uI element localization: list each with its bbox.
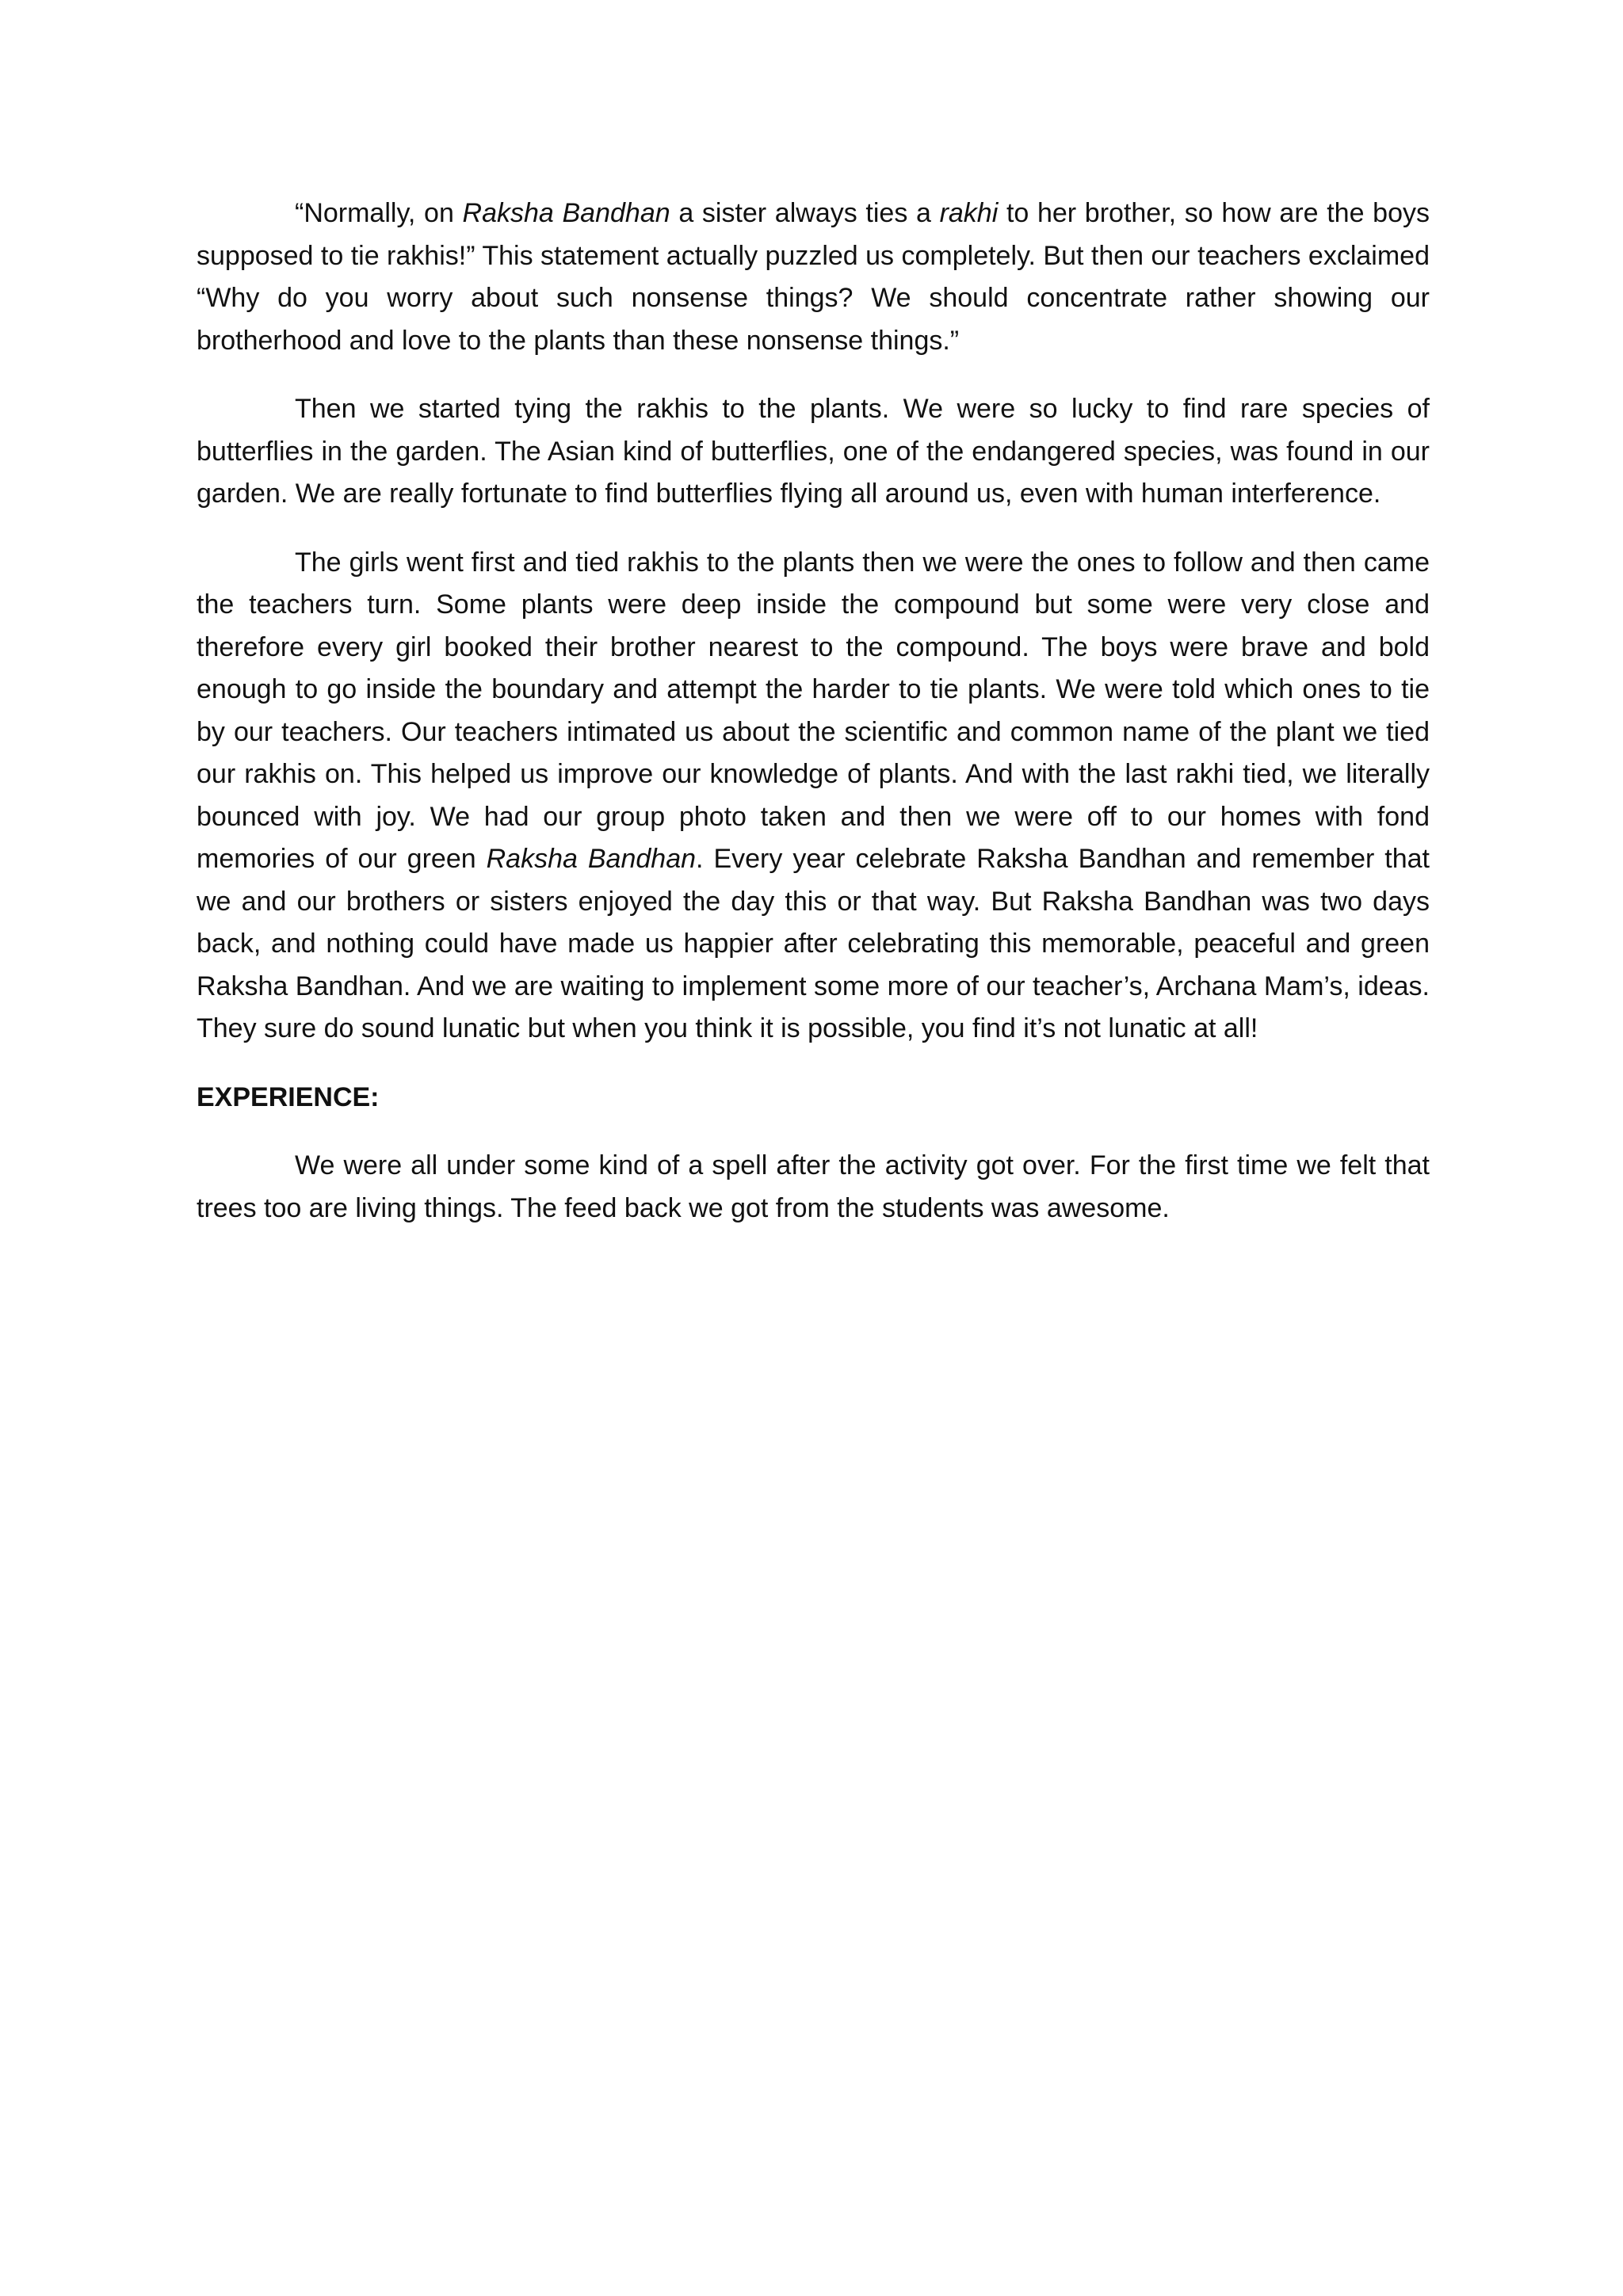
paragraph-3-text-a: The girls went first and tied rakhis to the plants then we were the ones to follow and then came the teachers turn. Some plants were deep inside the compound but some were very close and therefore every girl booked their brother nearest to the compound. The boys were brave and bold enough to go inside the boundary and attempt the harder to tie plants. We were told which ones to tie by our teachers. Our teachers intimated us about the scientific and common name of the plant we tied our rakhis on. This helped us improve our knowledge of plants. And with the last rakhi tied, we literally bounced with joy. We had our group photo taken and then we were off to our homes with fond memories of our green xyxy=(197,547,1430,874)
paragraph-2 xyxy=(197,388,1430,516)
paragraph-1-text-b: a sister always ties a xyxy=(670,198,940,228)
paragraph-3-text-b: . Every year celebrate Raksha Bandhan and remember that we and our brothers or sisters enjoyed the day this or that way. But Raksha Bandhan was two days back, and nothing could have made us happier after celebrating this memorable, peaceful and green Raksha Bandhan. And we are waiting to implement some more of our teacher’s, Archana Mam’s, ideas. They sure do sound lunatic but when you think it is possible, you find it’s not lunatic at all! xyxy=(197,844,1430,1043)
paragraph-experience xyxy=(197,1145,1430,1230)
document-body xyxy=(197,193,1430,1256)
paragraph-3-italic-raksha-bandhan: Raksha Bandhan xyxy=(486,844,697,874)
paragraph-experience-text: We were all under some kind of a spell after the activity got over. For the first time we felt that trees too are living things. The feed back we got from the students was awesome. xyxy=(197,1150,1430,1223)
paragraph-1-italic-rakhi: rakhi xyxy=(939,198,999,228)
section-heading-experience: EXPERIENCE: xyxy=(197,1081,380,1112)
paragraph-3 xyxy=(197,542,1430,1051)
paragraph-1-text-c: to her brother, so how are the boys supposed to tie rakhis!” This statement actually puzzled us completely. But then our teachers exclaimed “Why do you worry about such nonsense things? We should concentrate rather showing our brotherhood and love to the plants than these nonsense things.” xyxy=(197,198,1430,356)
paragraph-1-italic-raksha-bandhan: Raksha Bandhan xyxy=(462,198,670,228)
paragraph-1-text-a: “Normally, on xyxy=(295,198,463,228)
paragraph-1 xyxy=(197,193,1430,362)
paragraph-2-text: Then we started tying the rakhis to the plants. We were so lucky to find rare species of butterflies in the garden. The Asian kind of butterflies, one of the endangered species, was found in our garden. We are really fortunate to find butterflies flying all around us, even with human interference. xyxy=(197,394,1430,509)
